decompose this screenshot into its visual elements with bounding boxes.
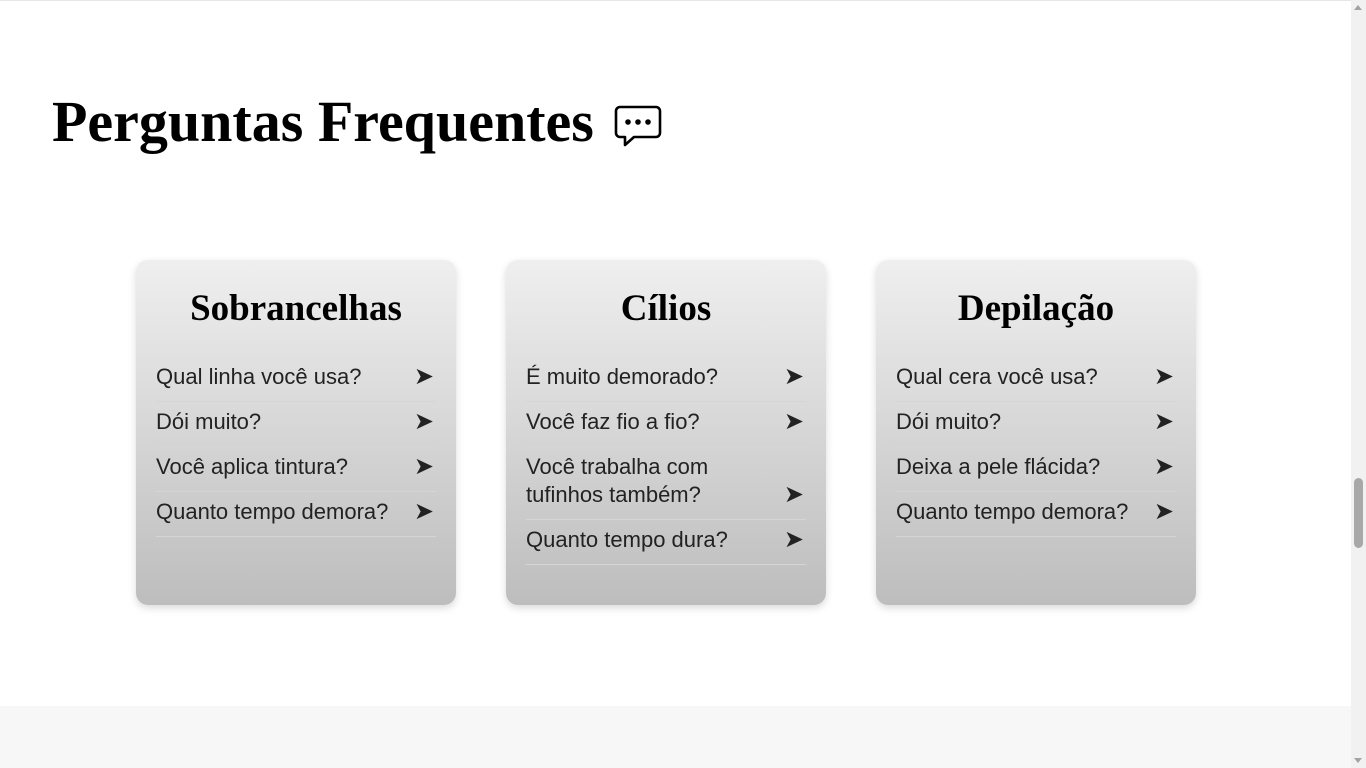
faq-question[interactable] bbox=[156, 402, 436, 447]
faq-question[interactable] bbox=[896, 357, 1176, 402]
faq-title-text: Perguntas Frequentes bbox=[52, 89, 594, 154]
card-title: Sobrancelhas bbox=[190, 288, 402, 329]
faq-question[interactable] bbox=[896, 447, 1176, 492]
faq-question[interactable] bbox=[526, 357, 806, 402]
faq-cards bbox=[136, 260, 1196, 605]
question-text: Dói muito? bbox=[896, 409, 1002, 434]
arrow-right-icon: ➤ bbox=[1153, 453, 1174, 480]
question-list bbox=[526, 357, 806, 565]
arrow-right-icon: ➤ bbox=[1153, 408, 1174, 435]
question-text: Quanto tempo dura? bbox=[526, 527, 728, 552]
faq-question[interactable] bbox=[156, 447, 436, 492]
question-text: Você faz fio a fio? bbox=[526, 409, 700, 434]
arrow-right-icon: ➤ bbox=[1153, 498, 1174, 525]
question-text: Qual linha você usa? bbox=[156, 364, 362, 389]
chat-bubble-icon bbox=[614, 104, 662, 148]
scroll-down-arrow-icon[interactable] bbox=[1354, 758, 1362, 763]
faq-question[interactable] bbox=[526, 447, 806, 520]
faq-question[interactable] bbox=[526, 402, 806, 447]
arrow-right-icon: ➤ bbox=[413, 498, 434, 525]
question-text: Dói muito? bbox=[156, 409, 262, 434]
faq-question[interactable] bbox=[156, 492, 436, 537]
arrow-right-icon: ➤ bbox=[413, 453, 434, 480]
card-title: Depilação bbox=[957, 288, 1115, 329]
faq-question[interactable] bbox=[156, 357, 436, 402]
arrow-right-icon: ➤ bbox=[413, 408, 434, 435]
arrow-right-icon: ➤ bbox=[783, 526, 804, 553]
faq-section-title bbox=[52, 88, 662, 155]
question-text: Quanto tempo demora? bbox=[156, 499, 389, 524]
question-text: Qual cera você usa? bbox=[896, 364, 1098, 389]
faq-question[interactable] bbox=[896, 492, 1176, 537]
faq-card-cilios bbox=[506, 260, 826, 605]
footer-section bbox=[0, 706, 1351, 768]
question-list bbox=[896, 357, 1176, 537]
question-text: É muito demorado? bbox=[526, 364, 718, 389]
card-title: Cílios bbox=[620, 288, 712, 329]
arrow-right-icon: ➤ bbox=[413, 363, 434, 390]
question-text: Você trabalha com tufinhos também? bbox=[526, 454, 709, 507]
top-divider bbox=[0, 0, 1351, 1]
arrow-right-icon: ➤ bbox=[1153, 363, 1174, 390]
faq-question[interactable] bbox=[896, 402, 1176, 447]
question-list bbox=[156, 357, 436, 537]
arrow-right-icon: ➤ bbox=[783, 408, 804, 435]
question-text: Você aplica tintura? bbox=[156, 454, 349, 479]
faq-card-depilacao bbox=[876, 260, 1196, 605]
arrow-right-icon: ➤ bbox=[783, 481, 804, 508]
faq-question[interactable] bbox=[526, 520, 806, 565]
question-text: Deixa a pele flácida? bbox=[896, 454, 1101, 479]
faq-card-sobrancelhas bbox=[136, 260, 456, 605]
question-text: Quanto tempo demora? bbox=[896, 499, 1129, 524]
scroll-up-arrow-icon[interactable] bbox=[1354, 5, 1362, 10]
vertical-scrollbar[interactable] bbox=[1351, 0, 1366, 768]
arrow-right-icon: ➤ bbox=[783, 363, 804, 390]
scrollbar-thumb[interactable] bbox=[1354, 478, 1363, 548]
